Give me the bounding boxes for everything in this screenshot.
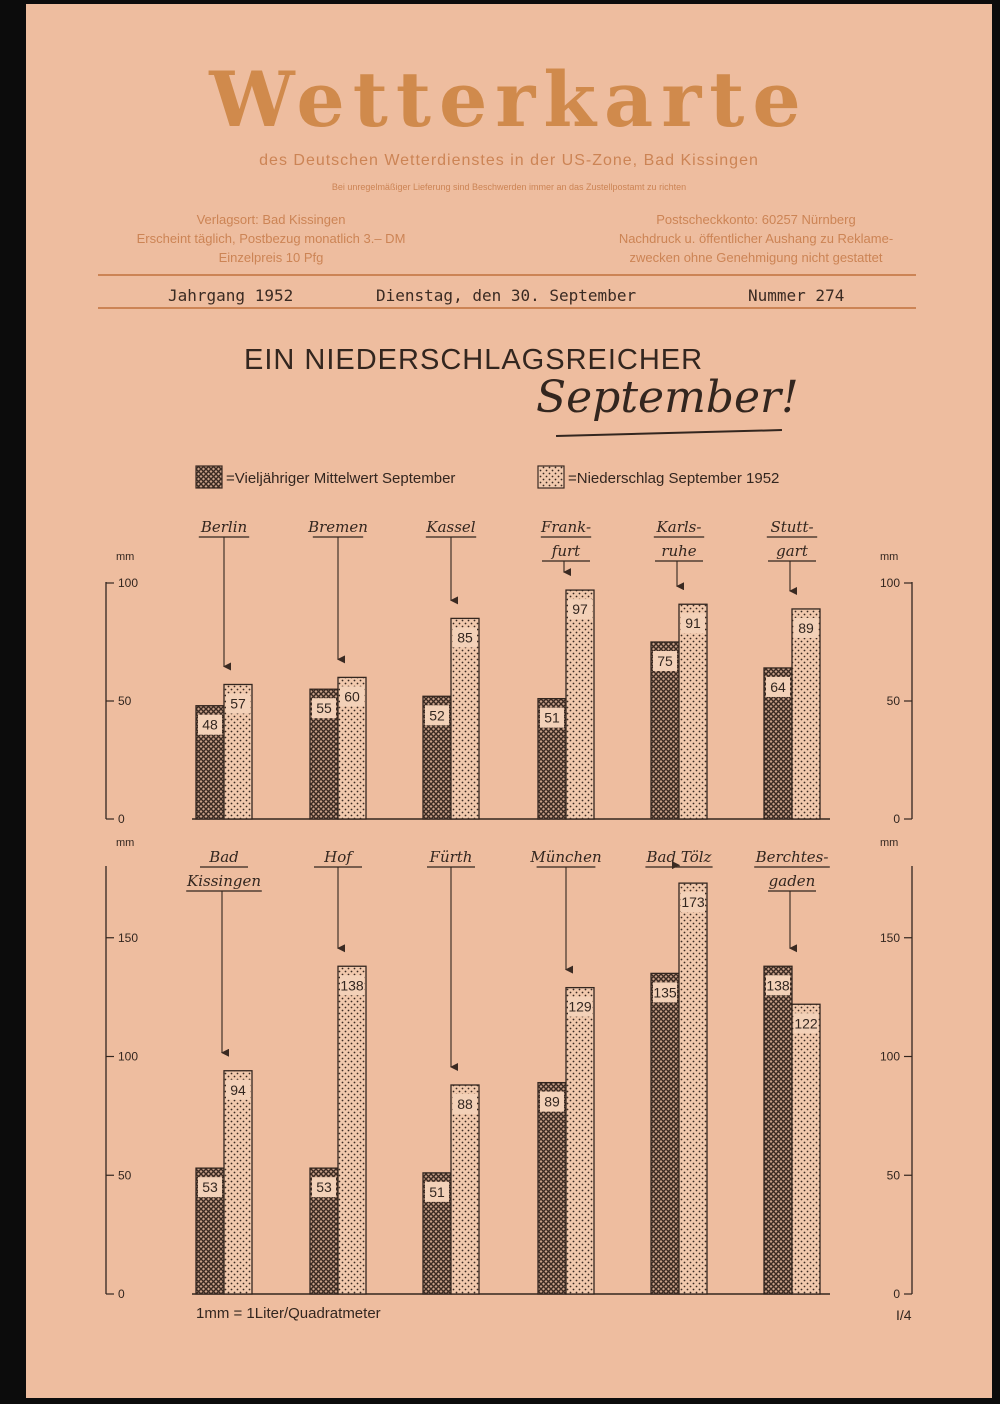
data-label-1952: 57: [230, 695, 246, 712]
legend-swatch-mean: [196, 466, 222, 488]
precipitation-chart: [26, 4, 992, 1398]
category-label: gaden: [768, 872, 816, 890]
data-label-1952: 138: [340, 977, 364, 994]
data-label-mean: 53: [202, 1179, 218, 1196]
bar-mean-münchen: [538, 1083, 566, 1294]
data-label-mean: 53: [316, 1179, 332, 1196]
copyright-line: Postscheckkonto: 60257 Nürnberg: [656, 212, 856, 227]
data-label-mean: 138: [766, 977, 790, 994]
category-label: gart: [776, 542, 808, 560]
data-label-1952: 173: [681, 894, 705, 911]
category-label: Kassel: [426, 518, 476, 536]
category-label: Bad: [209, 848, 239, 866]
page-number: I/4: [896, 1307, 912, 1323]
category-label: Berlin: [200, 518, 248, 536]
bar-1952-frankfurt: [566, 590, 594, 819]
y-unit-label-right: mm: [880, 551, 899, 563]
data-label-mean: 135: [653, 984, 677, 1001]
headline: EIN NIEDERSCHLAGSREICHER: [244, 344, 704, 376]
y-tick-label-left: 150: [118, 930, 139, 945]
data-label-1952: 97: [572, 601, 588, 618]
publisher-line: Erscheint täglich, Postbezug monatlich 3.– DM: [136, 231, 406, 246]
legend-swatch-1952: [538, 466, 564, 488]
data-label-1952: 85: [457, 629, 473, 646]
bar-mean-berchtesgaden: [764, 966, 792, 1294]
publisher-line: Einzelpreis 10 Pfg: [218, 250, 324, 265]
data-label-1952: 88: [457, 1096, 473, 1112]
y-tick-label-right: 50: [886, 1168, 900, 1183]
data-label-1952: 91: [685, 615, 701, 632]
y-tick-label-right: 0: [893, 812, 900, 826]
bar-1952-berchtesgaden: [792, 1004, 820, 1294]
legend-label-1952: =Niederschlag September 1952: [568, 470, 780, 487]
category-label: ruhe: [661, 542, 697, 560]
data-label-mean: 51: [544, 709, 560, 726]
y-tick-label-right: 50: [886, 694, 900, 708]
bar-1952-bad-tölz: [679, 883, 707, 1294]
bar-1952-stuttgart: [792, 609, 820, 819]
category-label: Bremen: [308, 518, 368, 536]
y-tick-label-left: 100: [118, 1049, 139, 1064]
data-label-mean: 52: [429, 707, 445, 724]
copyright-line: Nachdruck u. öffentlicher Aushang zu Reklame-: [618, 231, 894, 246]
category-label: Karls-: [656, 518, 702, 536]
y-tick-label-right: 100: [879, 576, 900, 590]
y-tick-label-left: 100: [118, 576, 139, 590]
category-label: Bad Tölz: [646, 848, 712, 866]
category-label: München: [530, 848, 602, 866]
y-tick-label-left: 50: [118, 1168, 132, 1183]
y-unit-label-right: mm: [880, 837, 899, 849]
category-label: Hof: [324, 848, 352, 866]
bar-mean-bad-tölz: [651, 973, 679, 1294]
y-tick-label-left: 0: [118, 1287, 125, 1301]
data-label-mean: 64: [770, 678, 786, 695]
masthead-title: Wetterkarte: [209, 55, 809, 144]
data-label-1952: 60: [344, 688, 360, 705]
y-tick-label-right: 0: [893, 1287, 900, 1301]
y-unit-label-left: mm: [116, 551, 135, 563]
category-label: Kissingen: [187, 872, 261, 890]
publisher-line: Verlagsort: Bad Kissingen: [196, 212, 346, 227]
bar-1952-kassel: [451, 618, 479, 819]
category-label: Fürth: [429, 848, 473, 866]
copyright-line: zwecken ohne Genehmigung nicht gestattet: [629, 250, 883, 265]
category-label: Frank-: [540, 518, 592, 536]
category-label: Stutt-: [770, 518, 814, 536]
data-label-mean: 89: [544, 1093, 560, 1110]
y-tick-label-right: 100: [879, 1049, 900, 1064]
bar-1952-hof: [338, 966, 366, 1294]
data-label-mean: 55: [316, 700, 332, 717]
legend-label-mean: =Vieljähriger Mittelwert September: [226, 470, 456, 487]
bar-1952-fürth: [451, 1085, 479, 1294]
volume-label: Jahrgang 1952: [168, 286, 294, 305]
y-tick-label-left: 0: [118, 812, 125, 826]
headline-script: September!: [536, 372, 799, 423]
data-label-mean: 48: [202, 716, 218, 733]
bar-1952-münchen: [566, 988, 594, 1294]
issue-number: Nummer 274: [748, 286, 845, 305]
data-label-1952: 94: [230, 1081, 246, 1098]
unit-note: 1mm = 1Liter/Quadratmeter: [196, 1305, 381, 1322]
chart-panel-1: [106, 518, 912, 826]
category-label: Berchtes-: [755, 848, 829, 866]
y-tick-label-right: 150: [879, 930, 900, 945]
data-label-1952: 122: [794, 1015, 818, 1032]
y-unit-label-left: mm: [116, 837, 135, 849]
bar-1952-karlsruhe: [679, 604, 707, 819]
category-label: furt: [551, 542, 581, 560]
data-label-mean: 51: [429, 1183, 445, 1200]
newspaper-page: [26, 4, 992, 1398]
chart-panel-2: [106, 837, 912, 1301]
data-label-1952: 129: [568, 998, 592, 1015]
masthead-subtitle: des Deutschen Wetterdienstes in der US-Zone, Bad Kissingen: [259, 152, 759, 169]
delivery-notice: Bei unregelmäßiger Lieferung sind Beschwerden immer an das Zustellpostamt zu richten: [331, 182, 687, 192]
date-label: Dienstag, den 30. September: [376, 286, 637, 305]
bar-1952-bad-kissingen: [224, 1071, 252, 1294]
data-label-mean: 75: [657, 653, 673, 669]
data-label-1952: 89: [798, 619, 814, 636]
y-tick-label-left: 50: [118, 694, 132, 708]
